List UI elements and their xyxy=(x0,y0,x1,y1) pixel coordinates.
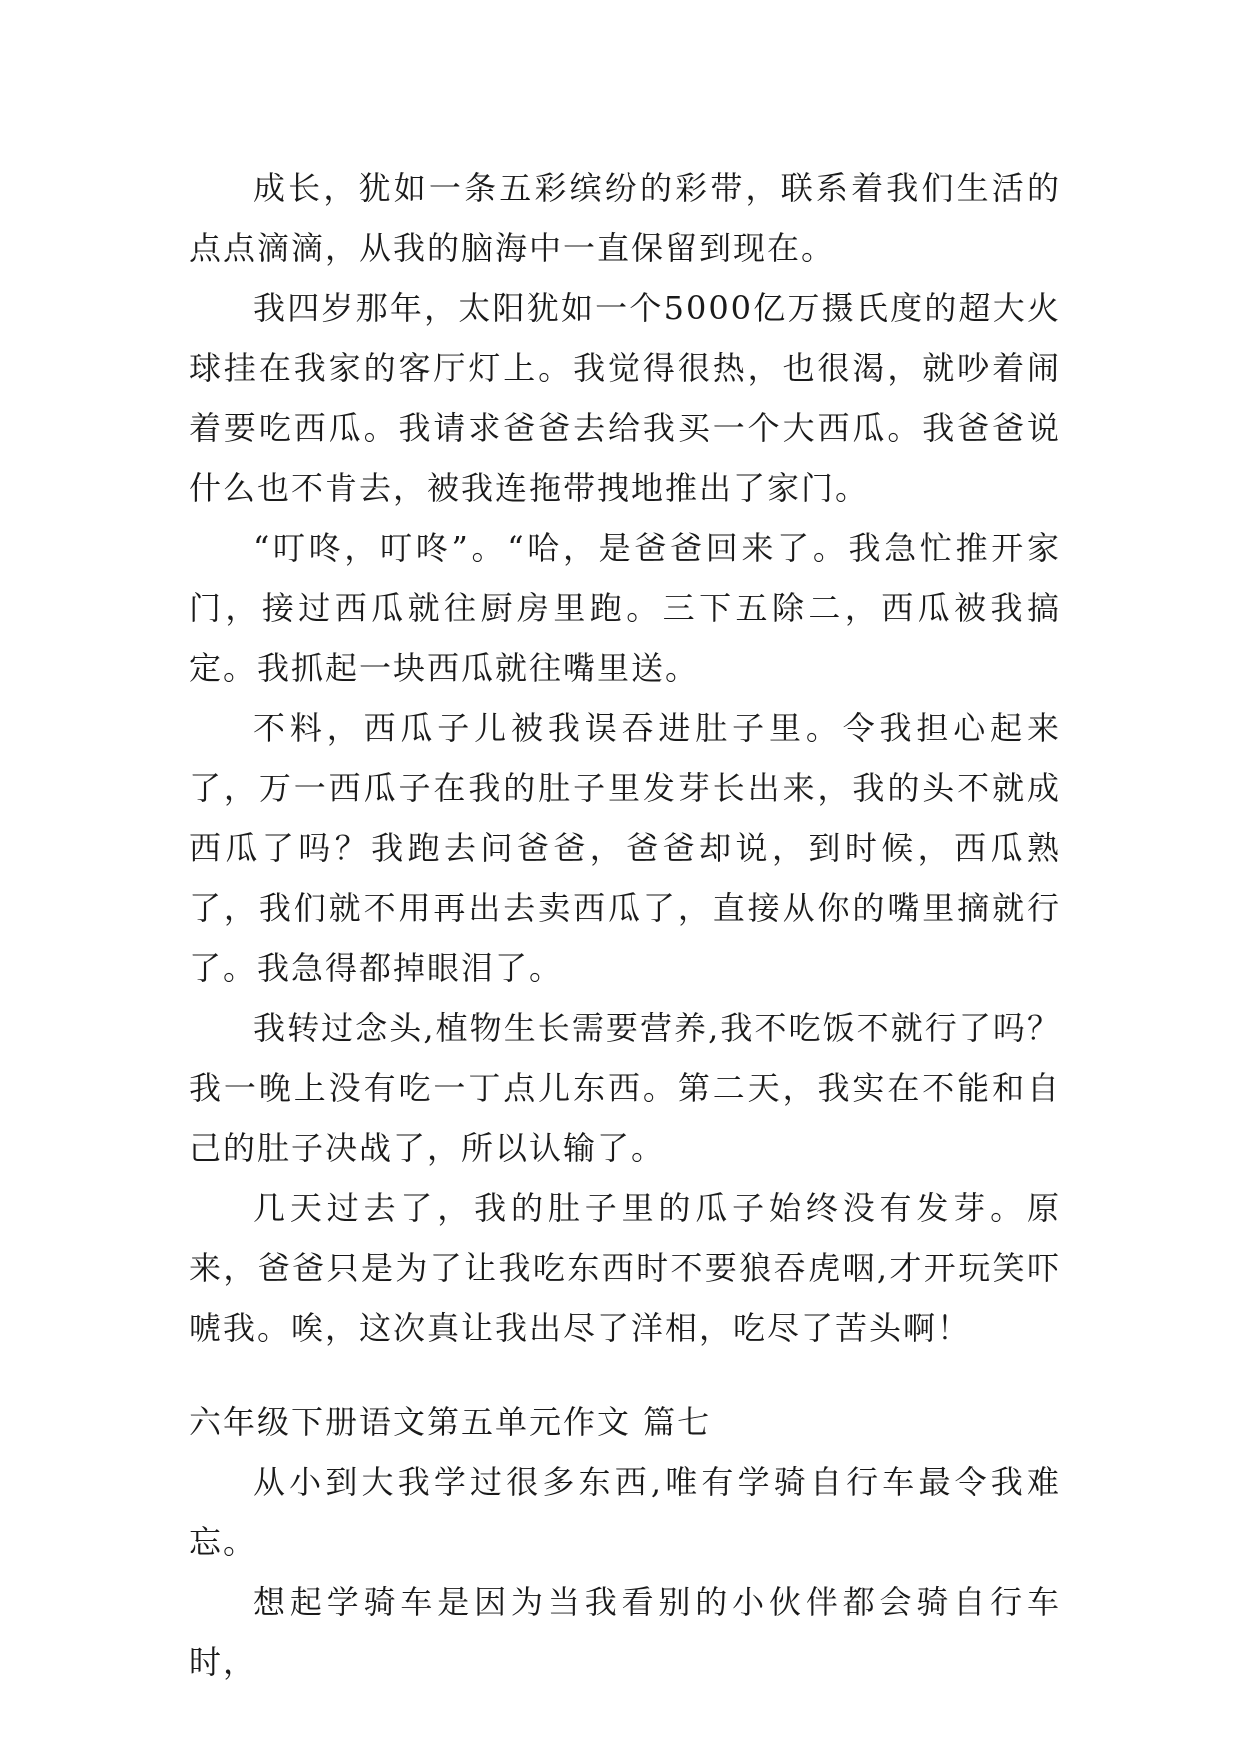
paragraph: 不料，西瓜子儿被我误吞进肚子里。令我担心起来了，万一西瓜子在我的肚子里发芽长出来，我的头不就成西瓜了吗？我跑去问爸爸，爸爸却说，到时候，西瓜熟了，我们就不用再出去卖西瓜了，直接从你的嘴里摘就行了。我急得都掉眼泪了。 xyxy=(189,709,1061,987)
paragraph: 我转过念头,植物生长需要营养,我不吃饭不就行了吗？我一晚上没有吃一丁点儿东西。第二天，我实在不能和自己的肚子决战了，所以认输了。 xyxy=(189,1009,1061,1167)
paragraph: 我四岁那年，太阳犹如一个5000亿万摄氏度的超大火球挂在我家的客厅灯上。我觉得很热，也很渴，就吵着闹着要吃西瓜。我请求爸爸去给我买一个大西瓜。我爸爸说什么也不肯去，被我连拖带拽地推出了家门。 xyxy=(189,289,1061,507)
essay-body xyxy=(189,158,1061,1692)
paragraph: 成长，犹如一条五彩缤纷的彩带，联系着我们生活的点点滴滴，从我的脑海中一直保留到现在。 xyxy=(189,169,1061,267)
paragraph: “叮咚，叮咚”。“哈，是爸爸回来了。我急忙推开家门，接过西瓜就往厨房里跑。三下五除二，西瓜被我搞定。我抓起一块西瓜就往嘴里送。 xyxy=(189,529,1061,687)
paragraph: 想起学骑车是因为当我看别的小伙伴都会骑自行车时， xyxy=(189,1583,1061,1681)
section-title: 六年级下册语文第五单元作文 篇七 xyxy=(189,1403,712,1441)
paragraph: 从小到大我学过很多东西,唯有学骑自行车最令我难忘。 xyxy=(189,1463,1061,1561)
paragraph: 几天过去了，我的肚子里的瓜子始终没有发芽。原来，爸爸只是为了让我吃东西时不要狼吞虎咽,才开玩笑吓唬我。唉，这次真让我出尽了洋相，吃尽了苦头啊！ xyxy=(189,1189,1061,1347)
